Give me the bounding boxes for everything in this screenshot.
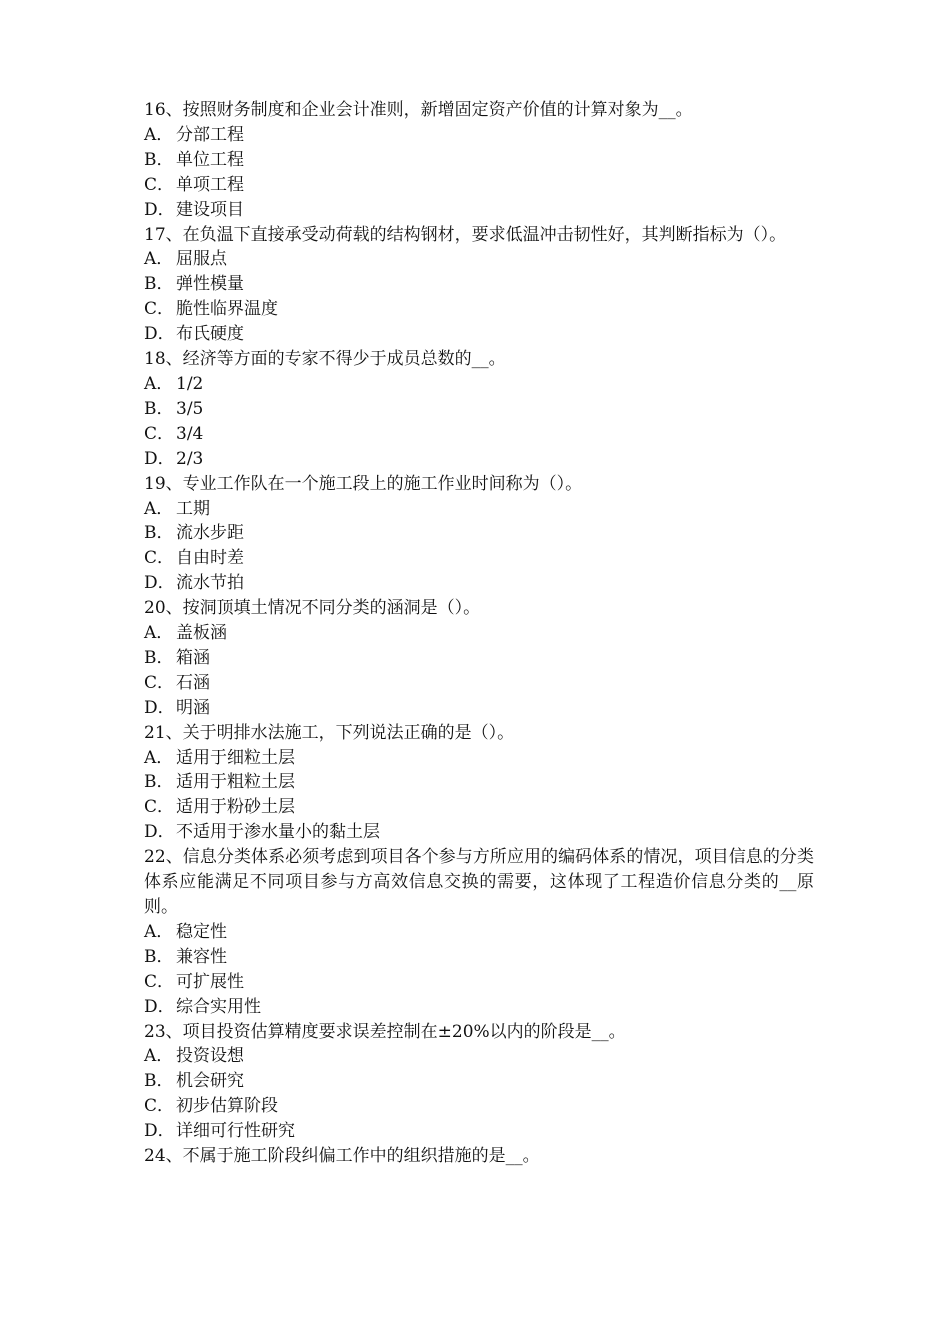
answer-option (144, 1069, 814, 1094)
option-text: 建设项目 (176, 199, 244, 220)
option-text: 箱涵 (176, 647, 210, 668)
option-text: 可扩展性 (176, 971, 244, 992)
question-text: 23、项目投资估算精度要求误差控制在±20%以内的阶段是__。 (144, 1021, 626, 1042)
answer-option (144, 397, 814, 422)
question-list (144, 98, 814, 1169)
answer-option (144, 770, 814, 795)
question-block (144, 1020, 814, 1145)
option-text: 详细可行性研究 (176, 1121, 295, 1142)
option-letter: C． (144, 797, 175, 818)
answer-option (144, 521, 814, 546)
option-text: 初步估算阶段 (176, 1096, 278, 1117)
question-block (144, 347, 814, 472)
question-text: 17、在负温下直接承受动荷载的结构钢材，要求低温冲击韧性好，其判断指标为（）。 (144, 224, 787, 245)
option-letter: D． (144, 199, 175, 220)
option-text: 脆性临界温度 (176, 299, 278, 320)
option-letter: D． (144, 822, 175, 843)
option-letter: C． (144, 672, 175, 693)
option-text: 综合实用性 (176, 996, 261, 1017)
question-block (144, 721, 814, 846)
option-letter: C． (144, 1096, 175, 1117)
option-text: 分部工程 (176, 124, 244, 145)
question-text: 21、关于明排水法施工，下列说法正确的是（）。 (144, 722, 515, 743)
question-text: 16、按照财务制度和企业会计准则，新增固定资产价值的计算对象为__。 (144, 100, 693, 120)
question-text: 19、专业工作队在一个施工段上的施工作业时间称为（）。 (144, 473, 583, 494)
question-block (144, 1144, 814, 1169)
option-text: 3/5 (176, 398, 204, 419)
option-letter: A． (144, 747, 174, 768)
answer-option (144, 820, 814, 845)
question-text: 22、信息分类体系必须考虑到项目各个参与方所应用的编码体系的情况，项目信息的分类体系应能满足不同项目参与方高效信息交换的需要，这体现了工程造价信息分类的__原则。 (144, 847, 814, 917)
answer-option (144, 322, 814, 347)
answer-option (144, 272, 814, 297)
option-text: 单位工程 (176, 149, 244, 170)
option-text: 适用于粗粒土层 (176, 772, 295, 793)
option-letter: D． (144, 996, 175, 1017)
option-letter: A． (144, 373, 174, 394)
option-text: 不适用于渗水量小的黏土层 (176, 822, 380, 843)
option-letter: D． (144, 324, 175, 345)
option-text: 明涵 (176, 697, 210, 718)
option-letter: A． (144, 124, 174, 145)
option-text: 3/4 (176, 423, 204, 444)
option-text: 稳定性 (176, 921, 227, 942)
option-letter: B． (144, 274, 174, 295)
option-letter: A． (144, 498, 174, 519)
option-text: 石涵 (176, 672, 210, 693)
option-letter: B． (144, 1071, 174, 1092)
option-text: 流水节拍 (176, 573, 244, 594)
option-letter: B． (144, 149, 174, 170)
question-block (144, 223, 814, 348)
option-letter: A． (144, 921, 174, 942)
option-letter: B． (144, 946, 174, 967)
option-text: 流水步距 (176, 523, 244, 544)
question-block (144, 845, 814, 1019)
option-text: 单项工程 (176, 174, 244, 195)
question-text: 24、不属于施工阶段纠偏工作中的组织措施的是__。 (144, 1146, 540, 1167)
answer-option (144, 497, 814, 522)
option-letter: B． (144, 772, 174, 793)
answer-option (144, 795, 814, 820)
answer-option (144, 970, 814, 995)
question-text: 18、经济等方面的专家不得少于成员总数的__。 (144, 349, 506, 370)
option-text: 布氏硬度 (176, 324, 244, 345)
option-letter: C． (144, 174, 175, 195)
option-letter: A． (144, 249, 174, 270)
answer-option (144, 671, 814, 696)
option-letter: D． (144, 1121, 175, 1142)
answer-option (144, 198, 814, 223)
question-block (144, 472, 814, 597)
option-text: 自由时差 (176, 548, 244, 569)
answer-option (144, 148, 814, 173)
answer-option (144, 646, 814, 671)
option-letter: C． (144, 299, 175, 320)
option-text: 投资设想 (176, 1046, 244, 1067)
answer-option (144, 123, 814, 148)
option-text: 屈服点 (176, 249, 227, 270)
answer-option (144, 571, 814, 596)
question-block (144, 98, 814, 223)
option-letter: B． (144, 647, 174, 668)
answer-option (144, 297, 814, 322)
answer-option (144, 247, 814, 272)
option-text: 盖板涵 (176, 623, 227, 644)
answer-option (144, 1094, 814, 1119)
answer-option (144, 920, 814, 945)
answer-option (144, 372, 814, 397)
option-text: 适用于细粒土层 (176, 747, 295, 768)
option-letter: C． (144, 423, 175, 444)
option-letter: D． (144, 448, 175, 469)
answer-option (144, 546, 814, 571)
option-text: 1/2 (176, 373, 204, 394)
option-text: 机会研究 (176, 1071, 244, 1092)
answer-option (144, 173, 814, 198)
option-letter: D． (144, 697, 175, 718)
option-letter: B． (144, 398, 174, 419)
option-letter: A． (144, 623, 174, 644)
question-block (144, 596, 814, 721)
option-text: 工期 (176, 498, 210, 519)
answer-option (144, 422, 814, 447)
answer-option (144, 945, 814, 970)
answer-option (144, 746, 814, 771)
question-text: 20、按洞顶填土情况不同分类的涵洞是（）。 (144, 598, 481, 619)
answer-option (144, 696, 814, 721)
option-letter: B． (144, 523, 174, 544)
option-text: 弹性模量 (176, 274, 244, 295)
answer-option (144, 447, 814, 472)
option-letter: D． (144, 573, 175, 594)
option-letter: C． (144, 548, 175, 569)
option-letter: A． (144, 1046, 174, 1067)
answer-option (144, 621, 814, 646)
option-letter: C． (144, 971, 175, 992)
option-text: 适用于粉砂土层 (176, 797, 295, 818)
option-text: 兼容性 (176, 946, 227, 967)
answer-option (144, 1044, 814, 1069)
option-text: 2/3 (176, 448, 204, 469)
answer-option (144, 995, 814, 1020)
answer-option (144, 1119, 814, 1144)
